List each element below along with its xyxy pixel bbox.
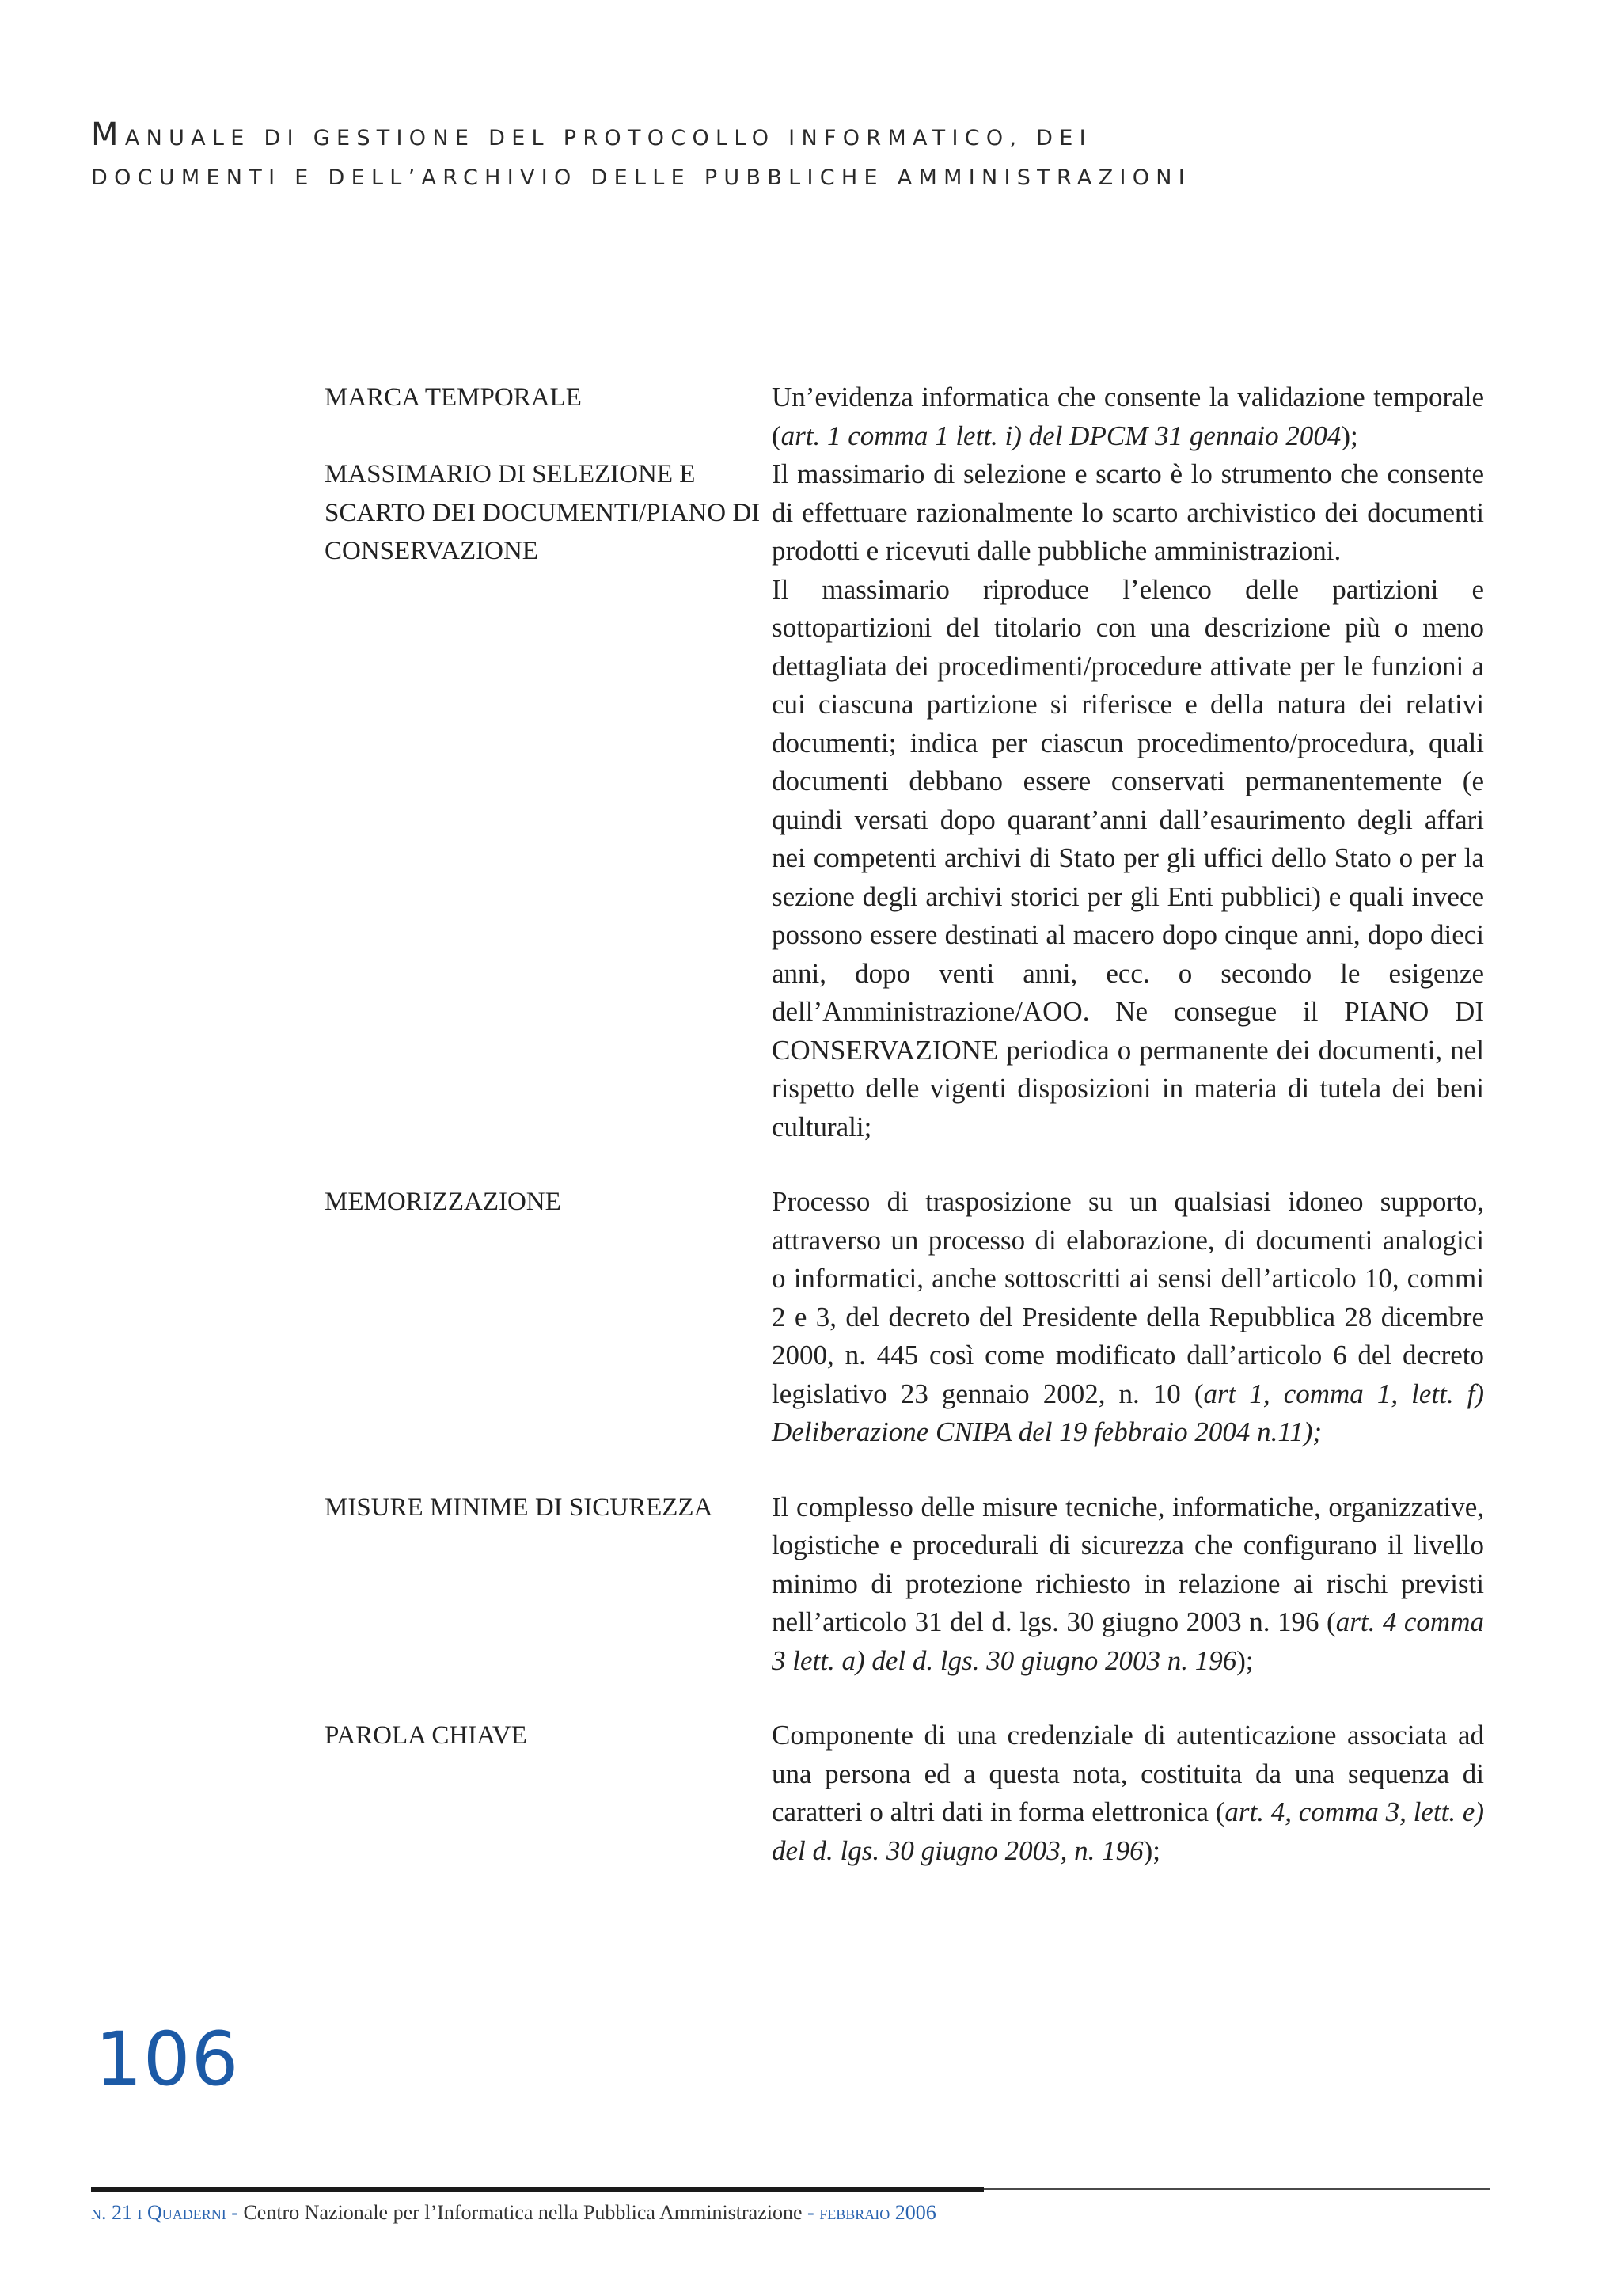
header-line-2: DOCUMENTI E DELL’ARCHIVIO DELLE PUBBLICHE AMMINISTRAZIONI	[91, 165, 1192, 190]
footer-separator: -	[802, 2201, 820, 2224]
definition-citation: art. 4 comma 3 lett. a) del d. lgs. 30 giugno 2003 n. 196	[772, 1606, 1484, 1676]
running-header	[91, 115, 1500, 198]
definition-text: );	[1143, 1834, 1160, 1866]
glossary-definition	[772, 1488, 1484, 1681]
footer	[91, 2201, 1500, 2225]
definition-text: Il massimario riproduce l’elenco delle partizioni e sottopartizioni del titolario con una descrizione più o meno dettagliata dei procedimenti/procedure attivate per le funzioni a cui ciascuna partizione si riferisce e della natura dei relativi documenti; indica per ciascun procedimento/procedura, quali documenti debbano essere conservati permanentemente (e quindi versati dopo quarant’anni dall’esaurimento degli affari nei competenti archivi di Stato per gli uffici dello Stato o per la sezione degli archivi storici per gli Enti pubblici) e quali invece possono essere destinati al macero dopo cinque anni, dopo dieci anni, dopo venti anni, ecc. o secondo le esigenze dell’Amministrazione/AOO. Ne consegue il PIANO DI CONSERVAZIONE periodica o permanente dei documenti, nel rispetto delle vigenti disposizioni in materia di tutela dei beni culturali;	[772, 573, 1484, 1142]
glossary-term: MISURE MINIME DI SICUREZZA	[325, 1492, 713, 1522]
definition-text: );	[1341, 420, 1358, 451]
definition-citation: art. 4, comma 3, lett. e) del d. lgs. 30 giugno 2003, n. 196	[772, 1796, 1485, 1866]
footer-publisher: Centro Nazionale per l’Informatica nella Pubblica Amministrazione	[243, 2201, 803, 2224]
footer-rule-thick	[91, 2187, 984, 2192]
definition-text: Un’evidenza informatica che consente la validazione temporale (	[772, 382, 1484, 451]
glossary-entry	[325, 1716, 1488, 1870]
footer-rule-thin	[984, 2188, 1490, 2190]
glossary-definition	[772, 1183, 1484, 1452]
glossary-entry	[325, 455, 1488, 1146]
footer-date: febbraio 2006	[819, 2201, 936, 2224]
definition-paragraph	[772, 1183, 1484, 1452]
definition-paragraph	[772, 571, 1484, 1147]
page-number: 106	[95, 2017, 240, 2103]
glossary-definition	[772, 455, 1484, 1146]
glossary-term: MARCA TEMPORALE	[325, 383, 582, 412]
glossary	[325, 378, 1488, 1870]
glossary-entry	[325, 378, 1488, 455]
definition-text: Processo di trasposizione su un qualsiasi idoneo supporto, attraverso un processo di elaborazione, di documenti analogici o informatici, anche sottoscritti ai sensi dell’articolo 10, commi 2 e 3, del decreto del Presidente della Repubblica 28 dicembre 2000, n. 445 così come modificato dall’articolo 6 del decreto legislativo 23 gennaio 2002, n. 10 (	[772, 1186, 1484, 1409]
definition-paragraph	[772, 378, 1484, 455]
definition-text: );	[1236, 1644, 1254, 1676]
glossary-term: MEMORIZZAZIONE	[325, 1188, 561, 1216]
footer-issue: n. 21 i Quaderni	[91, 2201, 226, 2224]
glossary-definition	[772, 1716, 1484, 1870]
definition-citation: art. 1 comma 1 lett. i) del DPCM 31 gennaio 2004	[780, 420, 1342, 451]
definition-citation: art 1, comma 1, lett. f) Deliberazione CNIPA del 19 febbraio 2004 n.11);	[772, 1378, 1484, 1447]
definition-text: Componente di una credenziale di autenticazione associata ad una persona ed a questa nota, costituita da una sequenza di caratteri o altri dati in forma elettronica (	[772, 1720, 1484, 1827]
definition-text: Il complesso delle misure tecniche, informatiche, organizzative, logistiche e procedurali di sicurezza che configurano il livello minimo di protezione richiesto in relazione ai rischi previsti nell’articolo 31 del d. lgs. 30 giugno 2003 n. 196 (	[772, 1491, 1484, 1637]
footer-separator: -	[226, 2201, 244, 2224]
glossary-definition	[772, 378, 1484, 455]
header-line-1: MANUALE DI GESTIONE DEL PROTOCOLLO INFORMATICO, DEI	[91, 116, 1092, 153]
definition-text: Il massimario di selezione e scarto è lo strumento che consente di effettuare razionalmente lo scarto archivistico dei documenti prodotti e ricevuti dalle pubbliche amministrazioni.	[772, 458, 1484, 566]
glossary-term: MASSIMARIO DI SELEZIONE E SCARTO DEI DOCUMENTI/PIANO DI CONSERVAZIONE	[325, 460, 761, 565]
definition-paragraph	[772, 1488, 1484, 1681]
definition-paragraph	[772, 455, 1484, 571]
definition-paragraph	[772, 1716, 1484, 1870]
glossary-term: PAROLA CHIAVE	[325, 1721, 527, 1750]
glossary-entry	[325, 1183, 1488, 1452]
glossary-entry	[325, 1488, 1488, 1681]
